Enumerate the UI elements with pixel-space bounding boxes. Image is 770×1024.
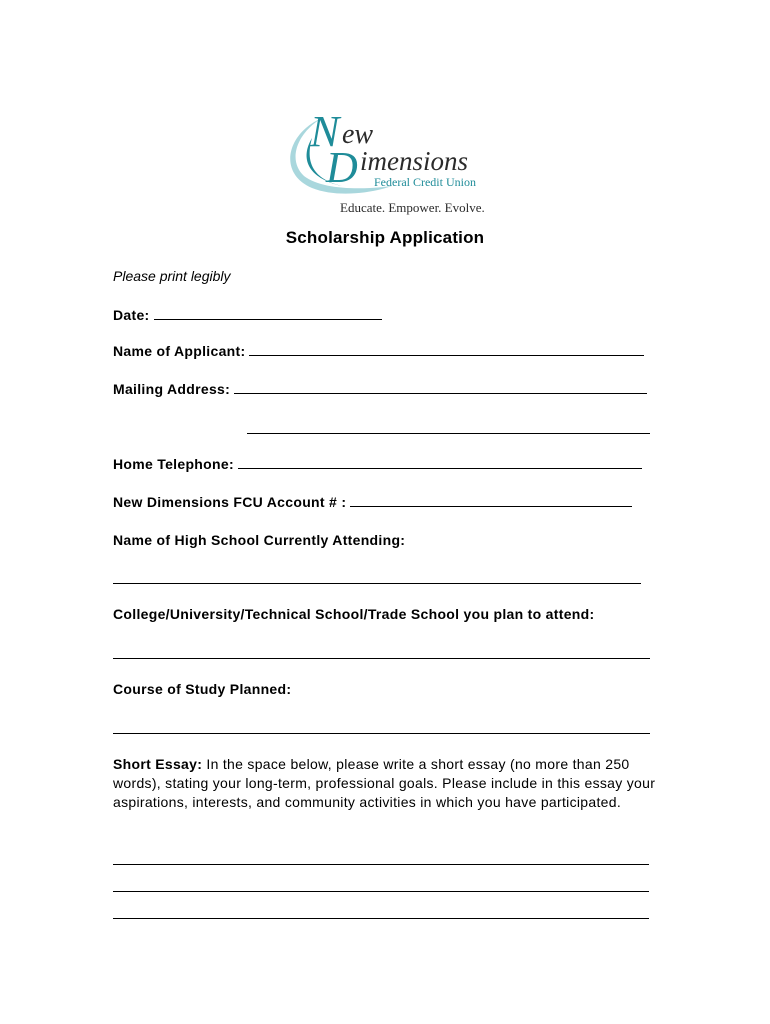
college-row — [113, 606, 594, 622]
address-field[interactable] — [234, 392, 647, 394]
college-field[interactable] — [113, 658, 650, 659]
account-field[interactable] — [350, 505, 632, 507]
date-label: Date: — [113, 307, 150, 323]
applicant-label: Name of Applicant: — [113, 343, 246, 359]
phone-row — [113, 456, 642, 472]
date-row — [113, 307, 382, 323]
high-school-row — [113, 532, 405, 548]
phone-field[interactable] — [238, 467, 642, 469]
logo-initial-n: N — [310, 107, 340, 156]
logo-word-ew: ew — [342, 119, 374, 150]
page-title: Scholarship Application — [285, 228, 485, 247]
essay-line-2[interactable] — [113, 891, 649, 892]
applicant-row — [113, 343, 644, 359]
logo-tagline: Educate. Empower. Evolve. — [340, 200, 485, 215]
phone-label: Home Telephone: — [113, 456, 234, 472]
essay-text: In the space below, please write a short essay (no more than 250 words), stating your long-term, professional goals. Please include in this essay your aspirations, interests, and community activities in which you have participated. — [113, 756, 656, 810]
account-label: New Dimensions FCU Account # : — [113, 494, 347, 510]
course-field[interactable] — [113, 733, 650, 734]
logo-initial-d: D — [326, 143, 358, 192]
high-school-label: Name of High School Currently Attending: — [113, 532, 406, 548]
address-row — [113, 381, 647, 397]
account-row — [113, 494, 632, 510]
course-row — [113, 681, 291, 697]
essay-instructions — [113, 755, 658, 812]
essay-line-3[interactable] — [113, 918, 649, 919]
print-instruction: Please print legibly — [113, 268, 231, 284]
course-label: Course of Study Planned: — [113, 681, 292, 697]
essay-line-1[interactable] — [113, 864, 649, 865]
high-school-field[interactable] — [113, 583, 641, 584]
essay-heading: Short Essay: — [113, 756, 203, 772]
college-label: College/University/Technical School/Trade School you plan to attend: — [113, 606, 595, 622]
date-field[interactable] — [154, 318, 382, 320]
logo-subtitle: Federal Credit Union — [374, 175, 476, 189]
new-dimensions-logo — [282, 98, 492, 216]
applicant-field[interactable] — [249, 354, 644, 356]
address-field-line-2[interactable] — [247, 433, 650, 434]
address-label: Mailing Address: — [113, 381, 231, 397]
logo-word-imensions: imensions — [360, 146, 468, 176]
